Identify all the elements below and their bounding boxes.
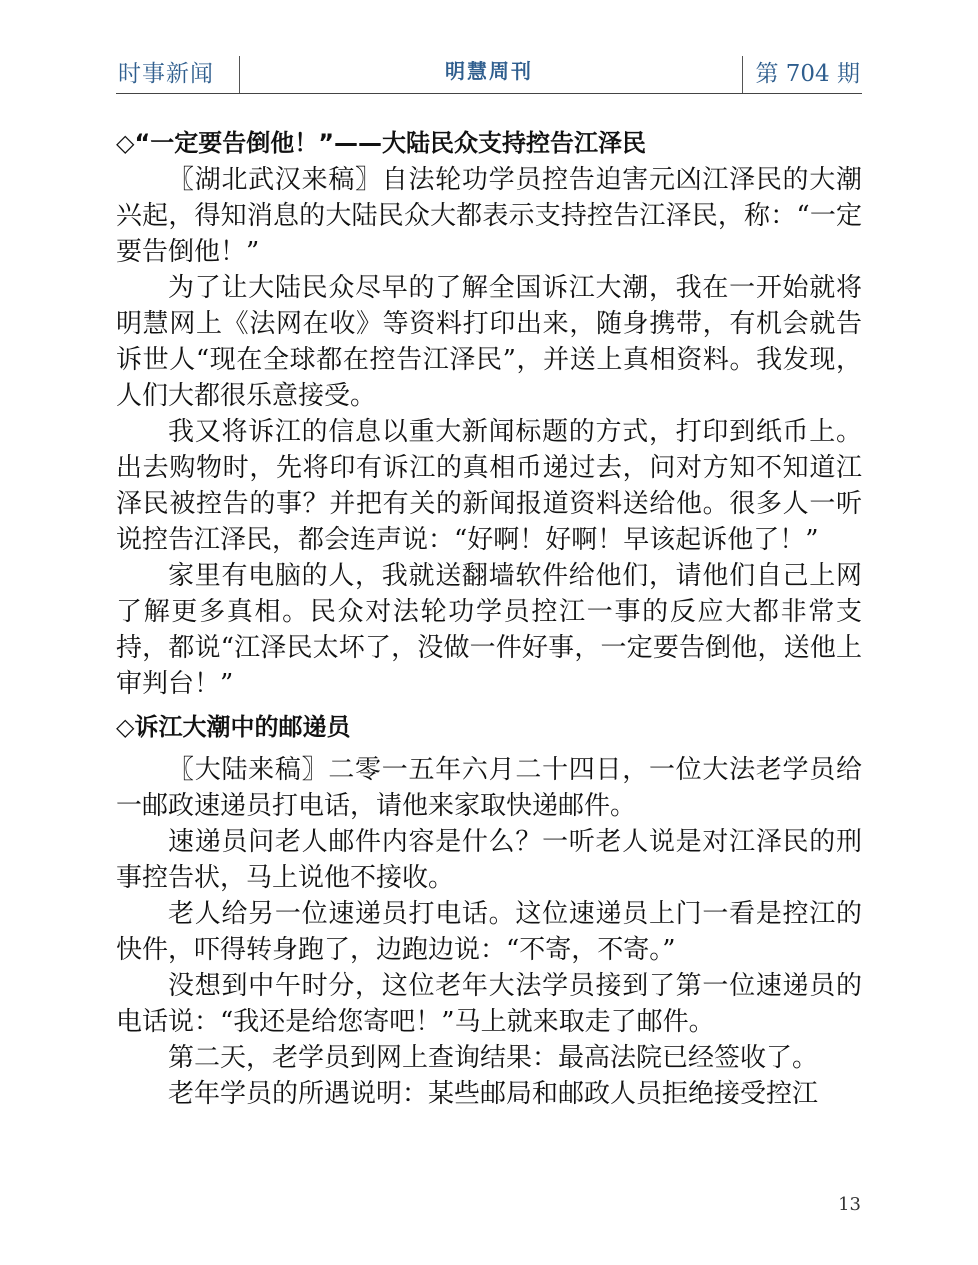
header-divider-right [742, 56, 743, 94]
article1-title: ◇“一定要告倒他！”——大陆民众支持控告江泽民 [116, 129, 647, 157]
article2-paragraph-5: 第二天，老学员到网上查询结果：最高法院已经签收了。 [168, 1043, 819, 1073]
page-number: 13 [838, 1194, 861, 1215]
article1-paragraph-2: 为了让大陆民众尽早的了解全国诉江大潮，我在一开始就将明慧网上《法网在收》等资料打印出来，随身携带，有机会就告诉世人“现在全球都在控告江泽民”，并送上真相资料。我发现，人们大都很乐意接受。 [116, 273, 862, 411]
page-header [116, 50, 862, 94]
article2-paragraph-3: 老人给另一位速递员打电话。这位速递员上门一看是控江的快件，吓得转身跑了，边跑边说：“不寄，不寄。” [116, 899, 862, 965]
header-publication-title: 明慧周刊 [445, 59, 533, 83]
header-rule [116, 93, 862, 94]
header-section-label: 时事新闻 [118, 61, 214, 87]
header-issue-number: 第 704 期 [755, 61, 860, 87]
article1-paragraph-3: 我又将诉江的信息以重大新闻标题的方式，打印到纸币上。出去购物时，先将印有诉江的真相币递过去，问对方知不知道江泽民被控告的事？并把有关的新闻报道资料送给他。很多人一听说控告江泽民，都会连声说：“好啊！好啊！早该起诉他了！” [116, 417, 862, 555]
article2-paragraph-6: 老年学员的所遇说明：某些邮局和邮政人员拒绝接受控江 [168, 1079, 819, 1109]
article2-paragraph-1: 〖大陆来稿〗二零一五年六月二十四日，一位大法老学员给一邮政速递员打电话，请他来家取快递邮件。 [116, 755, 862, 821]
article1-paragraph-1: 〖湖北武汉来稿〗自法轮功学员控告迫害元凶江泽民的大潮兴起，得知消息的大陆民众大都表示支持控告江泽民，称：“一定要告倒他！” [116, 165, 862, 267]
article1-paragraph-4: 家里有电脑的人，我就送翻墙软件给他们，请他们自己上网了解更多真相。民众对法轮功学员控江一事的反应大都非常支持，都说“江泽民太坏了，没做一件好事，一定要告倒他，送他上审判台！” [116, 561, 862, 699]
article2-paragraph-2: 速递员问老人邮件内容是什么？一听老人说是对江泽民的刑事控告状，马上说他不接收。 [116, 827, 862, 893]
article2-paragraph-4: 没想到中午时分，这位老年大法学员接到了第一位速递员的电话说：“我还是给您寄吧！”马上就来取走了邮件。 [116, 971, 862, 1037]
article-body [116, 124, 862, 1112]
article2-title: ◇诉江大潮中的邮递员 [116, 713, 351, 741]
